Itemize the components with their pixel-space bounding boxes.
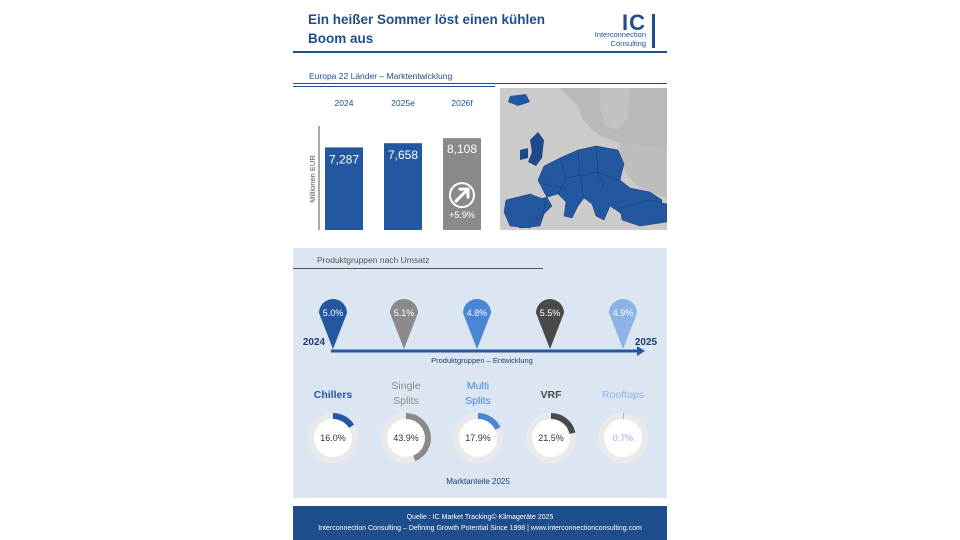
footer — [293, 506, 667, 540]
page-title: Ein heißer Sommer löst einen kühlen Boom aus — [308, 12, 546, 46]
section1-title: Europa 22 Länder – Marktentwicklung — [309, 71, 453, 81]
donut-section-title: Marktanteile 2025 — [446, 477, 510, 486]
donut-value-label: 43.9% — [393, 433, 419, 443]
map-iceland — [508, 94, 530, 106]
pin-value-label: 5.5% — [539, 308, 561, 318]
bar-year-label: 2025e — [391, 98, 415, 108]
donut-category-label: Single — [391, 380, 421, 392]
pin-multi-splits — [463, 299, 491, 349]
logo-bar — [652, 14, 655, 48]
donut-value-label: 17.9% — [465, 433, 491, 443]
bar-year-label: 2024 — [334, 98, 354, 108]
donut-value-label: 16.0% — [320, 433, 346, 443]
donut-charts — [293, 376, 667, 491]
donut-category-label: Splits — [393, 395, 419, 407]
section1-rule — [293, 83, 667, 84]
donut-category-label: Chillers — [313, 389, 353, 401]
footer-company: Interconnection Consulting – Defining Growth Potential Since 1998 | www.interconnectionconsulting.com — [318, 525, 642, 532]
europe-map-graphic — [500, 88, 667, 230]
pin-value-label: 5.0% — [322, 308, 344, 318]
bar-y-label: Millionen EUR — [308, 155, 317, 203]
section2-rule — [293, 268, 543, 269]
timeline-chart — [293, 280, 667, 380]
pin-single-splits — [390, 299, 418, 349]
timeline-caption: Produktgruppen – Entwicklung — [431, 356, 533, 365]
donut-value-label: 21.5% — [538, 433, 564, 443]
donut-category-label: Splits — [465, 395, 491, 407]
donut-category-label: VRF — [540, 389, 562, 401]
europe-map — [500, 88, 667, 230]
donut-category-label: Rooftops — [601, 389, 645, 401]
pin-value-label: 4.8% — [466, 308, 488, 318]
logo-letters: IC — [622, 10, 646, 35]
footer-source: Quelle : IC Market Tracking© Klimageräte 2025 — [406, 514, 554, 521]
pin-vrf — [536, 299, 564, 349]
bar-growth-annotation: +5.9% — [449, 210, 475, 220]
bar-value-label: 7,287 — [328, 152, 360, 167]
section1-rule-accent — [293, 86, 495, 87]
donut-category-label: Multi — [466, 380, 490, 392]
bar-chart — [293, 88, 500, 230]
pin-value-label: 4.9% — [612, 308, 634, 318]
bar-value-label: 7,658 — [387, 148, 419, 163]
logo-name-line2: Consulting — [610, 38, 646, 48]
bar-chart-panel — [293, 88, 500, 230]
header-rule — [293, 51, 667, 53]
pin-value-label: 5.1% — [393, 308, 415, 318]
timeline-end-label: 2025 — [634, 337, 658, 348]
map-uk — [528, 132, 544, 166]
pin-rooftops — [609, 299, 637, 349]
timeline-start-label: 2024 — [302, 337, 326, 348]
logo-name — [584, 31, 646, 48]
section2-title: Produktgruppen nach Umsatz — [317, 255, 430, 265]
bar-value-label: 8,108 — [446, 142, 478, 157]
bar-year-label: 2026f — [451, 98, 473, 108]
logo-name-line1: Interconnection — [594, 30, 646, 39]
map-ireland — [520, 148, 528, 160]
donut-value-label: 0.7% — [612, 433, 634, 443]
